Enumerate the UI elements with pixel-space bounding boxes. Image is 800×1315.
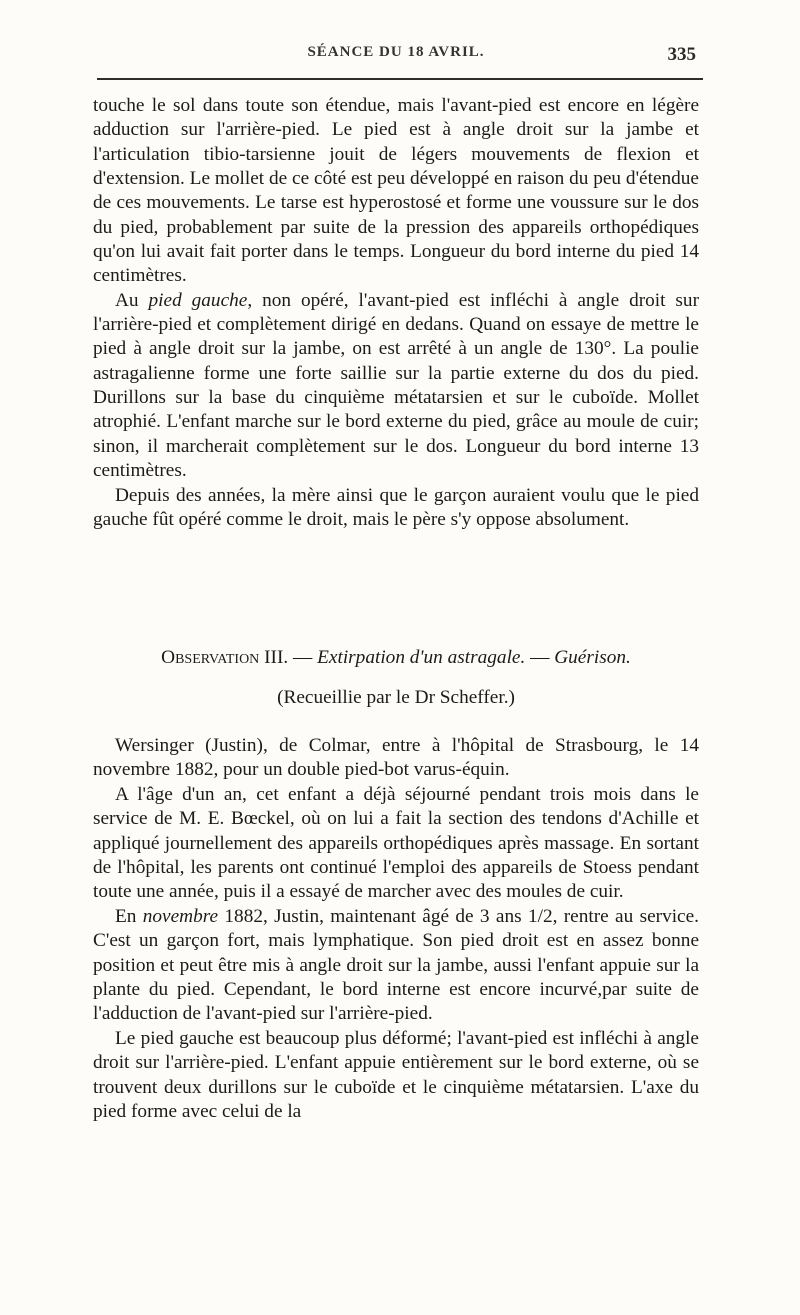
paragraph-lead: En xyxy=(115,905,143,927)
paragraph-history: A l'âge d'un an, cet enfant a déjà séjourné pendant trois mois dans le service de M. E. Bœckel, où on lui a fait la section des tendons d'Achille et appliqué journellement des appareils orthopédiques après massage. En sortant de l'hôpital, les parents ont continué l'emploi des appareils de Stoess pendant toute une année, puis il a essayé de marcher avec des moules de cuir. xyxy=(93,783,699,903)
paragraph-rest: , non opéré, l'avant-pied est infléchi à angle droit sur l'arrière-pied et complètement dirigé en dedans. Quand on essaye de mettre le pied à angle droit sur la jambe, on est arrêté à un angle de 130°. La poulie astragalienne forme une forte saillie sur la partie externe du dos du pied. Durillons sur la base du cinquième métatarsien et sur le cuboïde. Mollet atrophié. L'enfant marche sur le bord externe du pied, grâce au moule de cuir; sinon, il marcherait complètement sur le dos. Longueur du bord interne 13 centimètres. xyxy=(93,289,699,482)
italic-month: novembre xyxy=(142,905,219,927)
paragraph-left-foot xyxy=(93,289,699,484)
observation-title: Extirpation d'un astragale. xyxy=(317,647,526,668)
observation-label: Observation III. xyxy=(161,647,289,668)
running-head xyxy=(94,44,698,72)
continued-text-block xyxy=(93,94,699,532)
heading-dash-2: — xyxy=(525,647,555,668)
paragraph-november xyxy=(93,905,699,1027)
case-text-block xyxy=(93,734,699,1125)
observation-result: Guérison. xyxy=(554,647,631,668)
paragraph-right-foot: touche le sol dans toute son étendue, mais l'avant-pied est encore en légère adduction sur l'arrière-pied. Le pied est à angle droit sur la jambe et l'articulation tibio-tarsienne jouit de légers mouvements de flexion et d'extension. Le mollet de ce côté est peu développé en raison du peu d'étendue de ces mouvements. Le tarse est hyperostosé et forme une voussure sur le dos du pied, probablement par suite de la pression des appareils orthopédiques qu'on lui avait fait porter dans le temps. Longueur du bord interne du pied 14 centimètres. xyxy=(93,95,699,287)
header-rule xyxy=(97,78,703,80)
paragraph-left-foot-deformed: Le pied gauche est beaucoup plus déformé; l'avant-pied est infléchi à angle droit sur l'arrière-pied. L'enfant appuie entièrement sur le bord externe, où se trouvent deux durillons sur le cuboïde et le cinquième métatarsien. L'axe du pied forme avec celui de la xyxy=(93,1027,699,1123)
collected-by: (Recueillie par le Dr Scheffer.) xyxy=(277,687,515,708)
observation-heading xyxy=(93,646,699,670)
heading-dash: — xyxy=(288,647,318,668)
paragraph-parents: Depuis des années, la mère ainsi que le garçon auraient voulu que le pied gauche fût opéré comme le droit, mais le père s'y oppose absolument. xyxy=(93,484,699,530)
page-number: 335 xyxy=(667,44,696,65)
running-title: SÉANCE DU 18 AVRIL. xyxy=(307,44,485,60)
paragraph-rest: 1882, Justin, maintenant âgé de 3 ans 1/2, rentre au service. C'est un garçon fort, mais lymphatique. Son pied droit est en assez bonne position et peut être mis à angle droit sur la jambe, aussi l'enfant appuie sur la plante du pied. Cependant, le bord interne est encore incurvé,par suite de l'adduction de l'avant-pied sur l'arrière-pied. xyxy=(93,905,699,1025)
paragraph-lead: Au xyxy=(115,289,149,311)
paragraph-admission: Wersinger (Justin), de Colmar, entre à l'hôpital de Strasbourg, le 14 novembre 1882, pour un double pied-bot varus-équin. xyxy=(93,735,699,781)
italic-phrase: pied gauche xyxy=(148,289,248,311)
